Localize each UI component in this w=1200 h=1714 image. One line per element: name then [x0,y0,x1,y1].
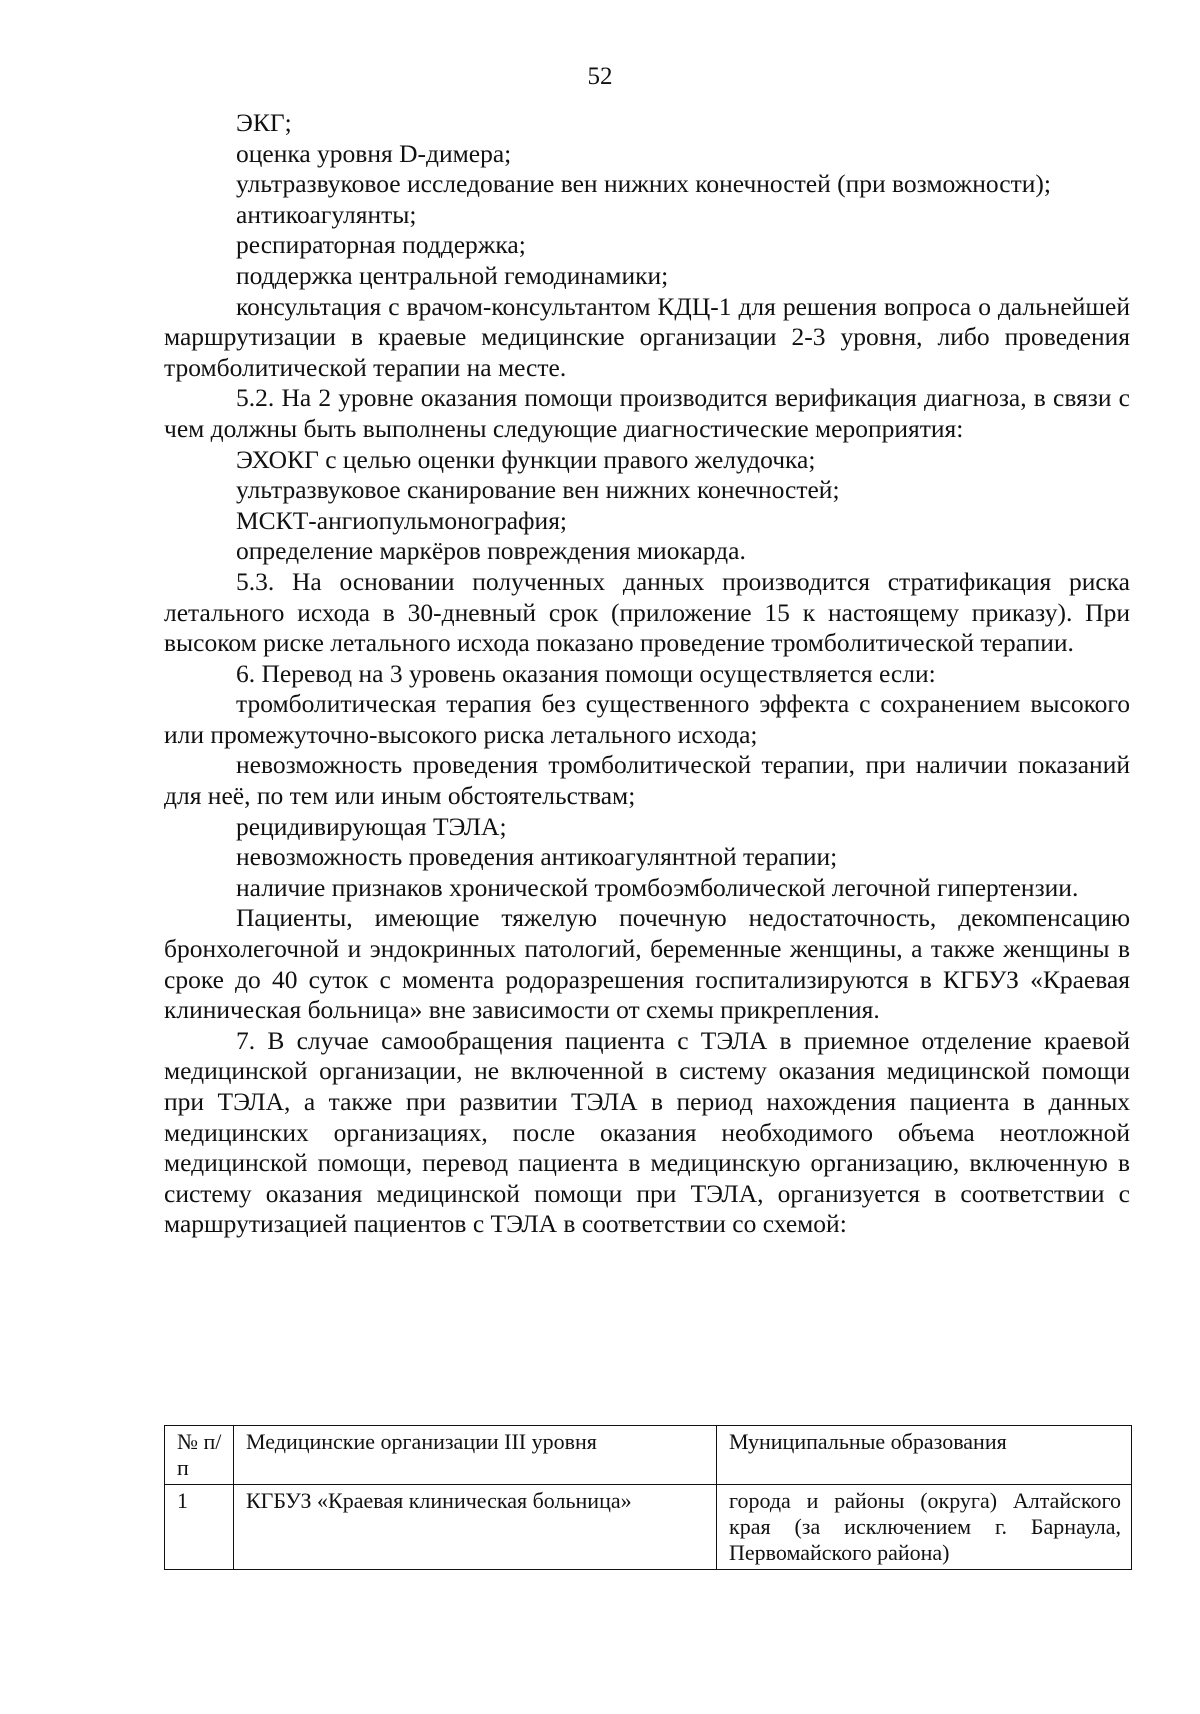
table-row [165,1485,1132,1570]
paragraph: ультразвуковое исследование вен нижних конечностей (при возможности); [236,169,1051,199]
paragraph: консультация с врачом-консультантом КДЦ-1 для решения вопроса о дальнейшей маршрутизации в краевые медицинские организации 2-3 уровня, либо проведения тромболитической терапии на месте. [164,291,1130,382]
page-number: 52 [587,63,613,90]
document-body [164,108,1130,1240]
table-header-cell: Муниципальные образования [717,1426,1132,1485]
paragraph: невозможность проведения тромболитической терапии, при наличии показаний для неё, по тем или иным обстоятельствам; [164,750,1130,811]
paragraph: 6. Перевод на 3 уровень оказания помощи осуществляется если: [236,658,936,688]
paragraph: наличие признаков хронической тромбоэмболической легочной гипертензии. [236,872,1079,902]
table-header-cell: Медицинские организации III уровня [234,1426,717,1485]
paragraph: респираторная поддержка; [236,230,526,260]
paragraph: тромболитическая терапия без существенного эффекта с сохранением высокого или промежуточно-высокого риска летального исхода; [164,689,1130,749]
table-header-cell: № п/п [165,1426,234,1485]
routing-table [164,1425,1132,1570]
paragraph: рецидивирующая ТЭЛА; [236,811,507,841]
table-cell: КГБУЗ «Краевая клиническая больница» [234,1485,717,1570]
paragraph: МСКТ-ангиопульмонография; [236,505,568,535]
paragraph: антикоагулянты; [236,199,417,229]
table-cell: 1 [165,1485,234,1570]
paragraph: ЭХОКГ с целью оценки функции правого желудочка; [236,444,816,474]
paragraph: ЭКГ; [236,108,292,137]
paragraph: 5.3. На основании полученных данных производится стратификация риска летального исхода в 30-дневный срок (приложение 15 к настоящему приказу). При высоком риске летального исхода показано проведение тромболитической терапии. [164,566,1130,658]
table-header-row [165,1426,1132,1485]
paragraph: определение маркёров повреждения миокарда. [236,536,746,566]
paragraph: 5.2. На 2 уровне оказания помощи производится верификация диагноза, в связи с чем должны быть выполнены следующие диагностические мероприятия: [164,383,1130,443]
paragraph: Пациенты, имеющие тяжелую почечную недостаточность, декомпенсацию бронхолегочной и эндокринных патологий, беременные женщины, а также женщины в сроке до 40 суток с момента родоразрешения госпитализируются в КГБУЗ «Краевая клиническая больница» вне зависимости от схемы прикрепления. [164,903,1130,1025]
paragraph: оценка уровня D-димера; [236,138,512,168]
paragraph: ультразвуковое сканирование вен нижних конечностей; [236,475,840,505]
table-cell: города и районы (округа) Алтайского края (за исключением г. Барнаула, Первомайского района) [717,1485,1132,1570]
paragraph: невозможность проведения антикоагулянтной терапии; [236,842,838,872]
paragraph: 7. В случае самообращения пациента с ТЭЛА в приемное отделение краевой медицинской организации, не включенной в систему оказания медицинской помощи при ТЭЛА, а также при развитии ТЭЛА в период нахождения пациента в данных медицинских организациях, после оказания необходимого объема неотложной медицинской помощи, перевод пациента в медицинскую организацию, включенную в систему оказания медицинской помощи при ТЭЛА, организуется в соответствии с маршрутизацией пациентов с ТЭЛА в соответствии со схемой: [164,1025,1130,1239]
paragraph: поддержка центральной гемодинамики; [236,260,669,290]
